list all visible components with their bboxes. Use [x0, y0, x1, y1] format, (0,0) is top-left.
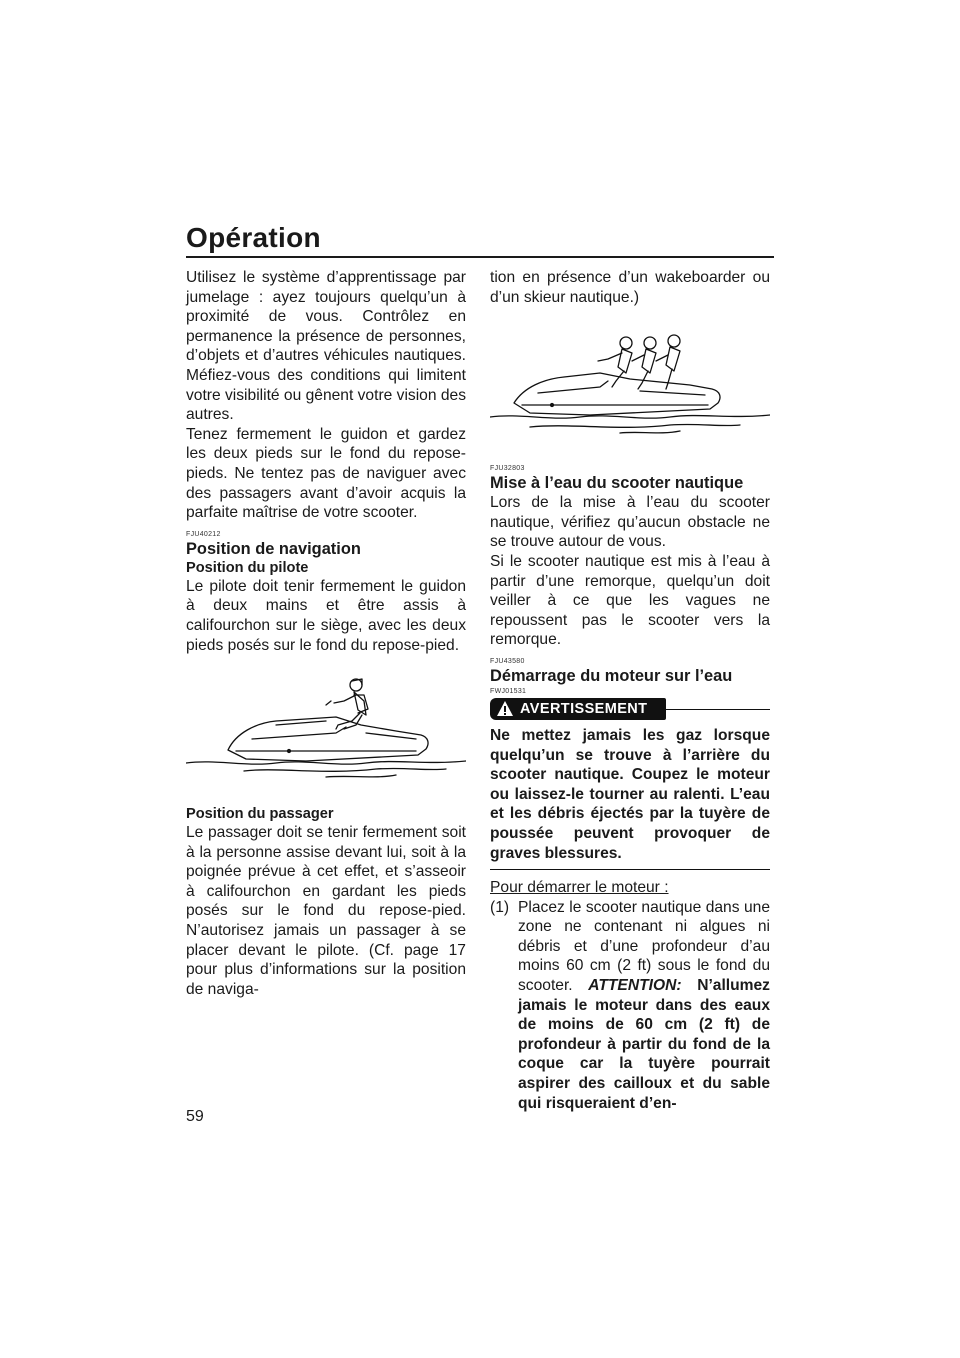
- warning-text: Ne mettez jamais les gaz lorsque quelqu’un se trouve à l’arrière du scooter nautique. Coupez le moteur ou laissez-le tourner au ralenti. L’eau et les débris éjectés par la tuyère de poussée peuvent provoquer de graves blessures.: [490, 726, 770, 862]
- warning-code: FWJ01531: [490, 687, 527, 695]
- warning-end-rule: [490, 869, 770, 870]
- title-rule: [186, 256, 774, 258]
- page-title: Opération: [186, 222, 321, 253]
- section-code: FJU40212: [186, 530, 221, 538]
- subheading-passenger: Position du passager: [186, 806, 334, 823]
- continued-paragraph: tion en présence d’un wakeboarder ou d’un skieur nautique.): [490, 269, 770, 306]
- attention-label: ATTENTION:: [588, 977, 682, 995]
- warning-banner: [490, 698, 770, 720]
- page-number: 59: [186, 1108, 204, 1125]
- intro-paragraph-1: Utilisez le système d’apprentissage par jumelage : ayez toujours quelqu’un à proximité de vous. Contrôlez en permanence la présence de personnes, d’objets et d’autres véhicules nautiques. Méfiez-vous des conditions qui limitent votre visibilité ou gênent votre vision des autres.: [186, 269, 466, 424]
- section-code: FJU32803: [490, 465, 525, 473]
- launch-paragraph-2: Si le scooter nautique est mis à l’eau à partir d’une remorque, quelqu’un doit veiller à ce que les vagues ne repoussent pas le scooter vers la remorque.: [490, 552, 770, 649]
- list-item: [490, 898, 770, 1114]
- pilot-illustration: [186, 655, 466, 805]
- start-intro: Pour démarrer le moteur :: [490, 879, 669, 897]
- passengers-illustration: [490, 307, 770, 457]
- attention-text: N’allumez jamais le moteur dans des eaux de moins de 60 cm (2 ft) de profondeur à partir du fond de la coque car la tuyère pourrait aspirer des cailloux et du sable qui risqueraient d’en-: [518, 977, 770, 1112]
- left-column: [186, 268, 466, 999]
- section-code: FJU43580: [490, 657, 525, 665]
- step-text: Placez le scooter nautique dans une zone ne contenant ni algues ni débris et d’une profondeur d’au moins 60 cm (2 ft) sous le fond du scooter.: [518, 898, 770, 995]
- launch-paragraph-1: Lors de la mise à l’eau du scooter nautique, vérifiez qu’aucun obstacle ne se trouve autour de vous.: [490, 494, 770, 551]
- intro-paragraph-2: Tenez fermement le guidon et gardez les deux pieds sur le fond du repose-pieds. Ne tentez pas de naviguer avec des passagers avant d’avoir acquis la parfaite maîtrise de votre scooter.: [186, 425, 466, 522]
- list-item-body: [518, 898, 770, 1114]
- warning-rule: [666, 709, 770, 710]
- subheading-pilot: Position du pilote: [186, 559, 309, 576]
- section-heading-start: Démarrage du moteur sur l’eau: [490, 666, 733, 685]
- warning-label-text: AVERTISSEMENT: [520, 700, 648, 717]
- warning-triangle-icon: [496, 700, 514, 718]
- section-heading-launch: Mise à l’eau du scooter nautique: [490, 474, 744, 493]
- pilot-paragraph: Le pilote doit tenir fermement le guidon à deux mains et être assis à califourchon sur le siège, avec les deux pieds posés sur le fond du repose-pied.: [186, 577, 466, 654]
- section-heading-navigation: Position de navigation: [186, 539, 361, 558]
- right-column: [490, 268, 770, 1113]
- warning-label: [490, 698, 666, 720]
- list-item-number: (1): [490, 898, 510, 916]
- passenger-paragraph: Le passager doit se tenir fermement soit à la personne assise devant lui, soit à la poignée prévue à cet effet, et s’asseoir à califourchon en gardant les pieds posés sur le fond du repose-pied. N’autorisez jamais un passager à se placer devant le pilote. (Cf. page 17 pour plus d’informations sur la position de naviga-: [186, 824, 466, 998]
